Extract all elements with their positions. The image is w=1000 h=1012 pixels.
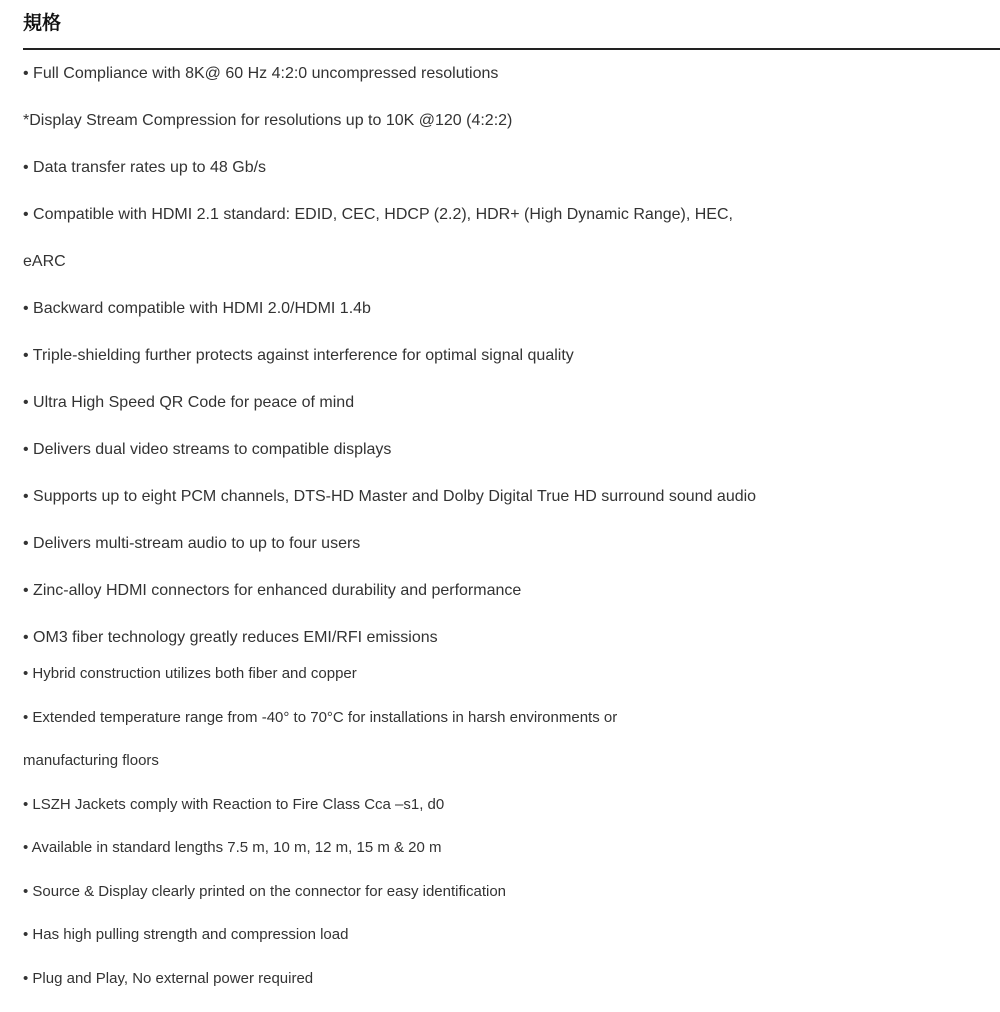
spec-line: • Delivers multi-stream audio to up to four users — [23, 535, 361, 552]
spec-line: eARC — [23, 253, 66, 270]
spec-line: • Data transfer rates up to 48 Gb/s — [23, 159, 267, 176]
spec-line: • Has high pulling strength and compression load — [23, 926, 349, 943]
spec-line: • Hybrid construction utilizes both fiber and copper — [23, 665, 357, 682]
spec-line: • Backward compatible with HDMI 2.0/HDMI 1.4b — [23, 300, 371, 317]
spec-line: • OM3 fiber technology greatly reduces EMI/RFI emissions — [23, 629, 438, 646]
spec-line: • Full Compliance with 8K@ 60 Hz 4:2:0 uncompressed resolutions — [23, 65, 499, 82]
spec-line: *Display Stream Compression for resolutions up to 10K @120 (4:2:2) — [23, 112, 513, 129]
spec-line: • Zinc-alloy HDMI connectors for enhanced durability and performance — [23, 582, 522, 599]
spec-line: • Extended temperature range from -40° to 70°C for installations in harsh environments or — [23, 708, 618, 726]
spec-line: • LSZH Jackets comply with Reaction to Fire Class Cca –s1, d0 — [23, 795, 445, 813]
spec-line: • Triple-shielding further protects against interference for optimal signal quality — [23, 347, 574, 364]
spec-list-secondary — [23, 652, 1000, 1000]
spec-line: • Compatible with HDMI 2.1 standard: EDID, CEC, HDCP (2.2), HDR+ (High Dynamic Range), HEC, — [23, 206, 733, 223]
spec-section — [0, 12, 1000, 1000]
spec-line: • Available in standard lengths 7.5 m, 10 m, 12 m, 15 m & 20 m — [23, 839, 442, 856]
spec-line: • Source & Display clearly printed on the connector for easy identification — [23, 882, 507, 900]
spec-line: manufacturing floors — [23, 752, 159, 769]
spec-line: • Plug and Play, No external power required — [23, 969, 314, 987]
spec-line: • Ultra High Speed QR Code for peace of mind — [23, 394, 355, 411]
spec-line: • Delivers dual video streams to compatible displays — [23, 441, 392, 458]
spec-line: • Supports up to eight PCM channels, DTS-HD Master and Dolby Digital True HD surround sound audio — [23, 488, 757, 505]
section-title: 規格 — [23, 13, 62, 34]
spec-list-primary — [23, 50, 1000, 661]
